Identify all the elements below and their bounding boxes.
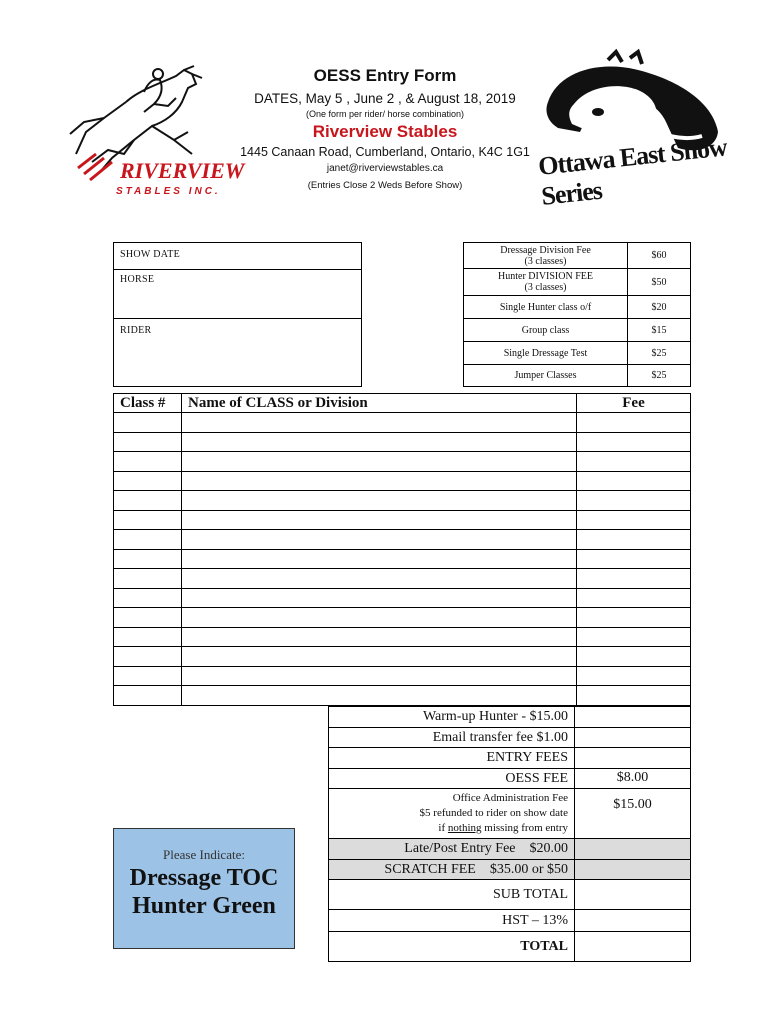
class-row bbox=[114, 549, 691, 569]
admin-fee-label bbox=[329, 789, 575, 839]
warmup-amount-cell[interactable] bbox=[575, 707, 691, 728]
admin-fee-row bbox=[329, 789, 691, 839]
class-name-cell[interactable] bbox=[182, 569, 577, 589]
horse-label: HORSE bbox=[120, 274, 155, 285]
admin-fee-line3-pre: if bbox=[438, 822, 448, 834]
fee-amount: $25 bbox=[628, 342, 691, 365]
class-table-header bbox=[114, 394, 691, 413]
class-fee-cell[interactable] bbox=[577, 413, 691, 433]
show-dates: DATES, May 5 , June 2 , & August 18, 2019 bbox=[254, 91, 516, 106]
entry-info-box bbox=[113, 242, 362, 387]
form-title: OESS Entry Form bbox=[313, 66, 457, 85]
one-form-note: (One form per rider/ horse combination) bbox=[305, 109, 465, 119]
fee-schedule-table bbox=[463, 242, 691, 387]
scratch-fee-label: SCRATCH FEE $35.00 or $50 bbox=[329, 859, 575, 880]
total-row bbox=[329, 932, 691, 962]
stables-name: Riverview Stables bbox=[312, 122, 458, 141]
fee-row bbox=[464, 243, 691, 269]
class-row bbox=[114, 588, 691, 608]
entries-close-note: (Entries Close 2 Weds Before Show) bbox=[307, 180, 463, 191]
late-entry-label: Late/Post Entry Fee $20.00 bbox=[329, 839, 575, 860]
email-fee-row bbox=[329, 727, 691, 748]
fee-row bbox=[464, 365, 691, 387]
late-entry-row bbox=[329, 839, 691, 860]
class-fee-cell[interactable] bbox=[577, 530, 691, 550]
class-row bbox=[114, 569, 691, 589]
warmup-label: Warm-up Hunter - $15.00 bbox=[329, 707, 575, 728]
please-indicate-label: Please Indicate: bbox=[163, 847, 245, 862]
class-number-cell[interactable] bbox=[114, 608, 182, 628]
riverview-logo bbox=[64, 62, 245, 198]
class-row bbox=[114, 530, 691, 550]
class-name-cell[interactable] bbox=[182, 452, 577, 472]
class-fee-cell[interactable] bbox=[577, 510, 691, 530]
show-date-row[interactable] bbox=[114, 243, 361, 270]
class-number-cell[interactable] bbox=[114, 686, 182, 706]
class-fee-cell[interactable] bbox=[577, 686, 691, 706]
rider-label: RIDER bbox=[120, 325, 152, 336]
class-fee-header: Fee bbox=[577, 394, 691, 413]
subtotal-label: SUB TOTAL bbox=[329, 880, 575, 910]
total-label: TOTAL bbox=[329, 932, 575, 962]
class-row bbox=[114, 510, 691, 530]
class-name-cell[interactable] bbox=[182, 530, 577, 550]
admin-fee-line1: Office Administration Fee bbox=[452, 792, 568, 804]
class-name-cell[interactable] bbox=[182, 666, 577, 686]
class-name-cell[interactable] bbox=[182, 588, 577, 608]
entry-fees-label: ENTRY FEES bbox=[329, 748, 575, 769]
oess-fee-row bbox=[329, 768, 691, 789]
class-fee-cell[interactable] bbox=[577, 471, 691, 491]
riverview-logo-text: RIVERVIEW bbox=[120, 158, 245, 183]
class-number-cell[interactable] bbox=[114, 413, 182, 433]
class-fee-cell[interactable] bbox=[577, 608, 691, 628]
fee-row bbox=[464, 269, 691, 296]
class-number-cell[interactable] bbox=[114, 588, 182, 608]
hst-amount-cell[interactable] bbox=[575, 910, 691, 932]
class-fee-cell[interactable] bbox=[577, 569, 691, 589]
class-number-cell[interactable] bbox=[114, 510, 182, 530]
fee-row bbox=[464, 296, 691, 319]
class-name-cell[interactable] bbox=[182, 627, 577, 647]
fee-amount: $20 bbox=[628, 296, 691, 319]
scratch-fee-amount-cell[interactable] bbox=[575, 859, 691, 880]
warmup-row bbox=[329, 707, 691, 728]
class-name-cell[interactable] bbox=[182, 686, 577, 706]
stables-inc-logo-text: STABLES INC. bbox=[116, 186, 221, 197]
horse-jumper-icon bbox=[64, 62, 245, 198]
class-number-cell[interactable] bbox=[114, 530, 182, 550]
class-fee-cell[interactable] bbox=[577, 588, 691, 608]
class-name-cell[interactable] bbox=[182, 608, 577, 628]
admin-fee-line3-underline: nothing bbox=[447, 822, 482, 834]
admin-fee-amount: $15.00 bbox=[575, 789, 691, 839]
class-number-cell[interactable] bbox=[114, 452, 182, 472]
fee-amount: $60 bbox=[628, 243, 691, 269]
class-number-cell[interactable] bbox=[114, 471, 182, 491]
class-fee-cell[interactable] bbox=[577, 647, 691, 667]
admin-fee-line3-post: missing from entry bbox=[481, 822, 568, 834]
dressage-toc-option[interactable]: Dressage TOC bbox=[129, 865, 279, 891]
class-name-cell[interactable] bbox=[182, 549, 577, 569]
class-fee-cell[interactable] bbox=[577, 627, 691, 647]
fee-amount: $50 bbox=[628, 269, 691, 296]
class-fee-cell[interactable] bbox=[577, 491, 691, 511]
class-fee-cell[interactable] bbox=[577, 432, 691, 452]
fee-row bbox=[464, 319, 691, 342]
rider-row[interactable] bbox=[114, 319, 361, 387]
please-indicate-box bbox=[113, 828, 295, 949]
class-number-cell[interactable] bbox=[114, 647, 182, 667]
email-fee-label: Email transfer fee $1.00 bbox=[329, 727, 575, 748]
class-number-cell[interactable] bbox=[114, 569, 182, 589]
fee-row bbox=[464, 342, 691, 365]
class-fee-cell[interactable] bbox=[577, 452, 691, 472]
address: 1445 Canaan Road, Cumberland, Ontario, K4C 1G1 bbox=[240, 145, 530, 159]
class-row bbox=[114, 471, 691, 491]
subtotal-amount-cell[interactable] bbox=[575, 880, 691, 910]
class-number-cell[interactable] bbox=[114, 549, 182, 569]
fee-label: Dressage Division Fee (3 classes) bbox=[464, 243, 628, 269]
entry-fees-row bbox=[329, 748, 691, 769]
show-date-label: SHOW DATE bbox=[120, 249, 181, 260]
class-fee-cell[interactable] bbox=[577, 549, 691, 569]
class-row bbox=[114, 627, 691, 647]
totals-table bbox=[328, 706, 691, 962]
class-entry-table bbox=[113, 393, 691, 706]
horse-row[interactable] bbox=[114, 270, 361, 319]
class-row bbox=[114, 413, 691, 433]
fee-label: Jumper Classes bbox=[464, 365, 628, 387]
class-number-cell[interactable] bbox=[114, 666, 182, 686]
fee-label: Single Hunter class o/f bbox=[464, 296, 628, 319]
class-name-cell[interactable] bbox=[182, 491, 577, 511]
class-number-header: Class # bbox=[114, 394, 182, 413]
hst-row bbox=[329, 910, 691, 932]
class-row bbox=[114, 432, 691, 452]
class-row bbox=[114, 647, 691, 667]
fee-label: Single Dressage Test bbox=[464, 342, 628, 365]
fee-amount: $15 bbox=[628, 319, 691, 342]
class-number-cell[interactable] bbox=[114, 491, 182, 511]
class-number-cell[interactable] bbox=[114, 627, 182, 647]
fee-amount: $25 bbox=[628, 365, 691, 387]
class-row bbox=[114, 686, 691, 706]
entry-fees-amount-cell[interactable] bbox=[575, 748, 691, 769]
class-row bbox=[114, 608, 691, 628]
class-name-header: Name of CLASS or Division bbox=[182, 394, 577, 413]
class-name-cell[interactable] bbox=[182, 432, 577, 452]
class-row bbox=[114, 491, 691, 511]
total-amount-cell[interactable] bbox=[575, 932, 691, 962]
class-fee-cell[interactable] bbox=[577, 666, 691, 686]
late-entry-amount-cell[interactable] bbox=[575, 839, 691, 860]
admin-fee-line2: $5 refunded to rider on show date bbox=[419, 807, 568, 819]
class-name-cell[interactable] bbox=[182, 647, 577, 667]
hunter-green-option[interactable]: Hunter Green bbox=[132, 893, 276, 919]
class-row bbox=[114, 452, 691, 472]
class-name-cell[interactable] bbox=[182, 413, 577, 433]
class-name-cell[interactable] bbox=[182, 510, 577, 530]
email-link[interactable]: janet@riverviewstables.ca bbox=[326, 163, 444, 174]
class-number-cell[interactable] bbox=[114, 432, 182, 452]
oess-fee-label: OESS FEE bbox=[329, 768, 575, 789]
class-name-cell[interactable] bbox=[182, 471, 577, 491]
oess-fee-amount: $8.00 bbox=[575, 768, 691, 789]
fee-label: Group class bbox=[464, 319, 628, 342]
oess-logo-text: Ottawa East Show Series bbox=[536, 132, 728, 211]
subtotal-row bbox=[329, 880, 691, 910]
hst-label: HST – 13% bbox=[329, 910, 575, 932]
fee-label: Hunter DIVISION FEE (3 classes) bbox=[464, 269, 628, 296]
scratch-fee-row bbox=[329, 859, 691, 880]
email-fee-amount-cell[interactable] bbox=[575, 727, 691, 748]
class-row bbox=[114, 666, 691, 686]
